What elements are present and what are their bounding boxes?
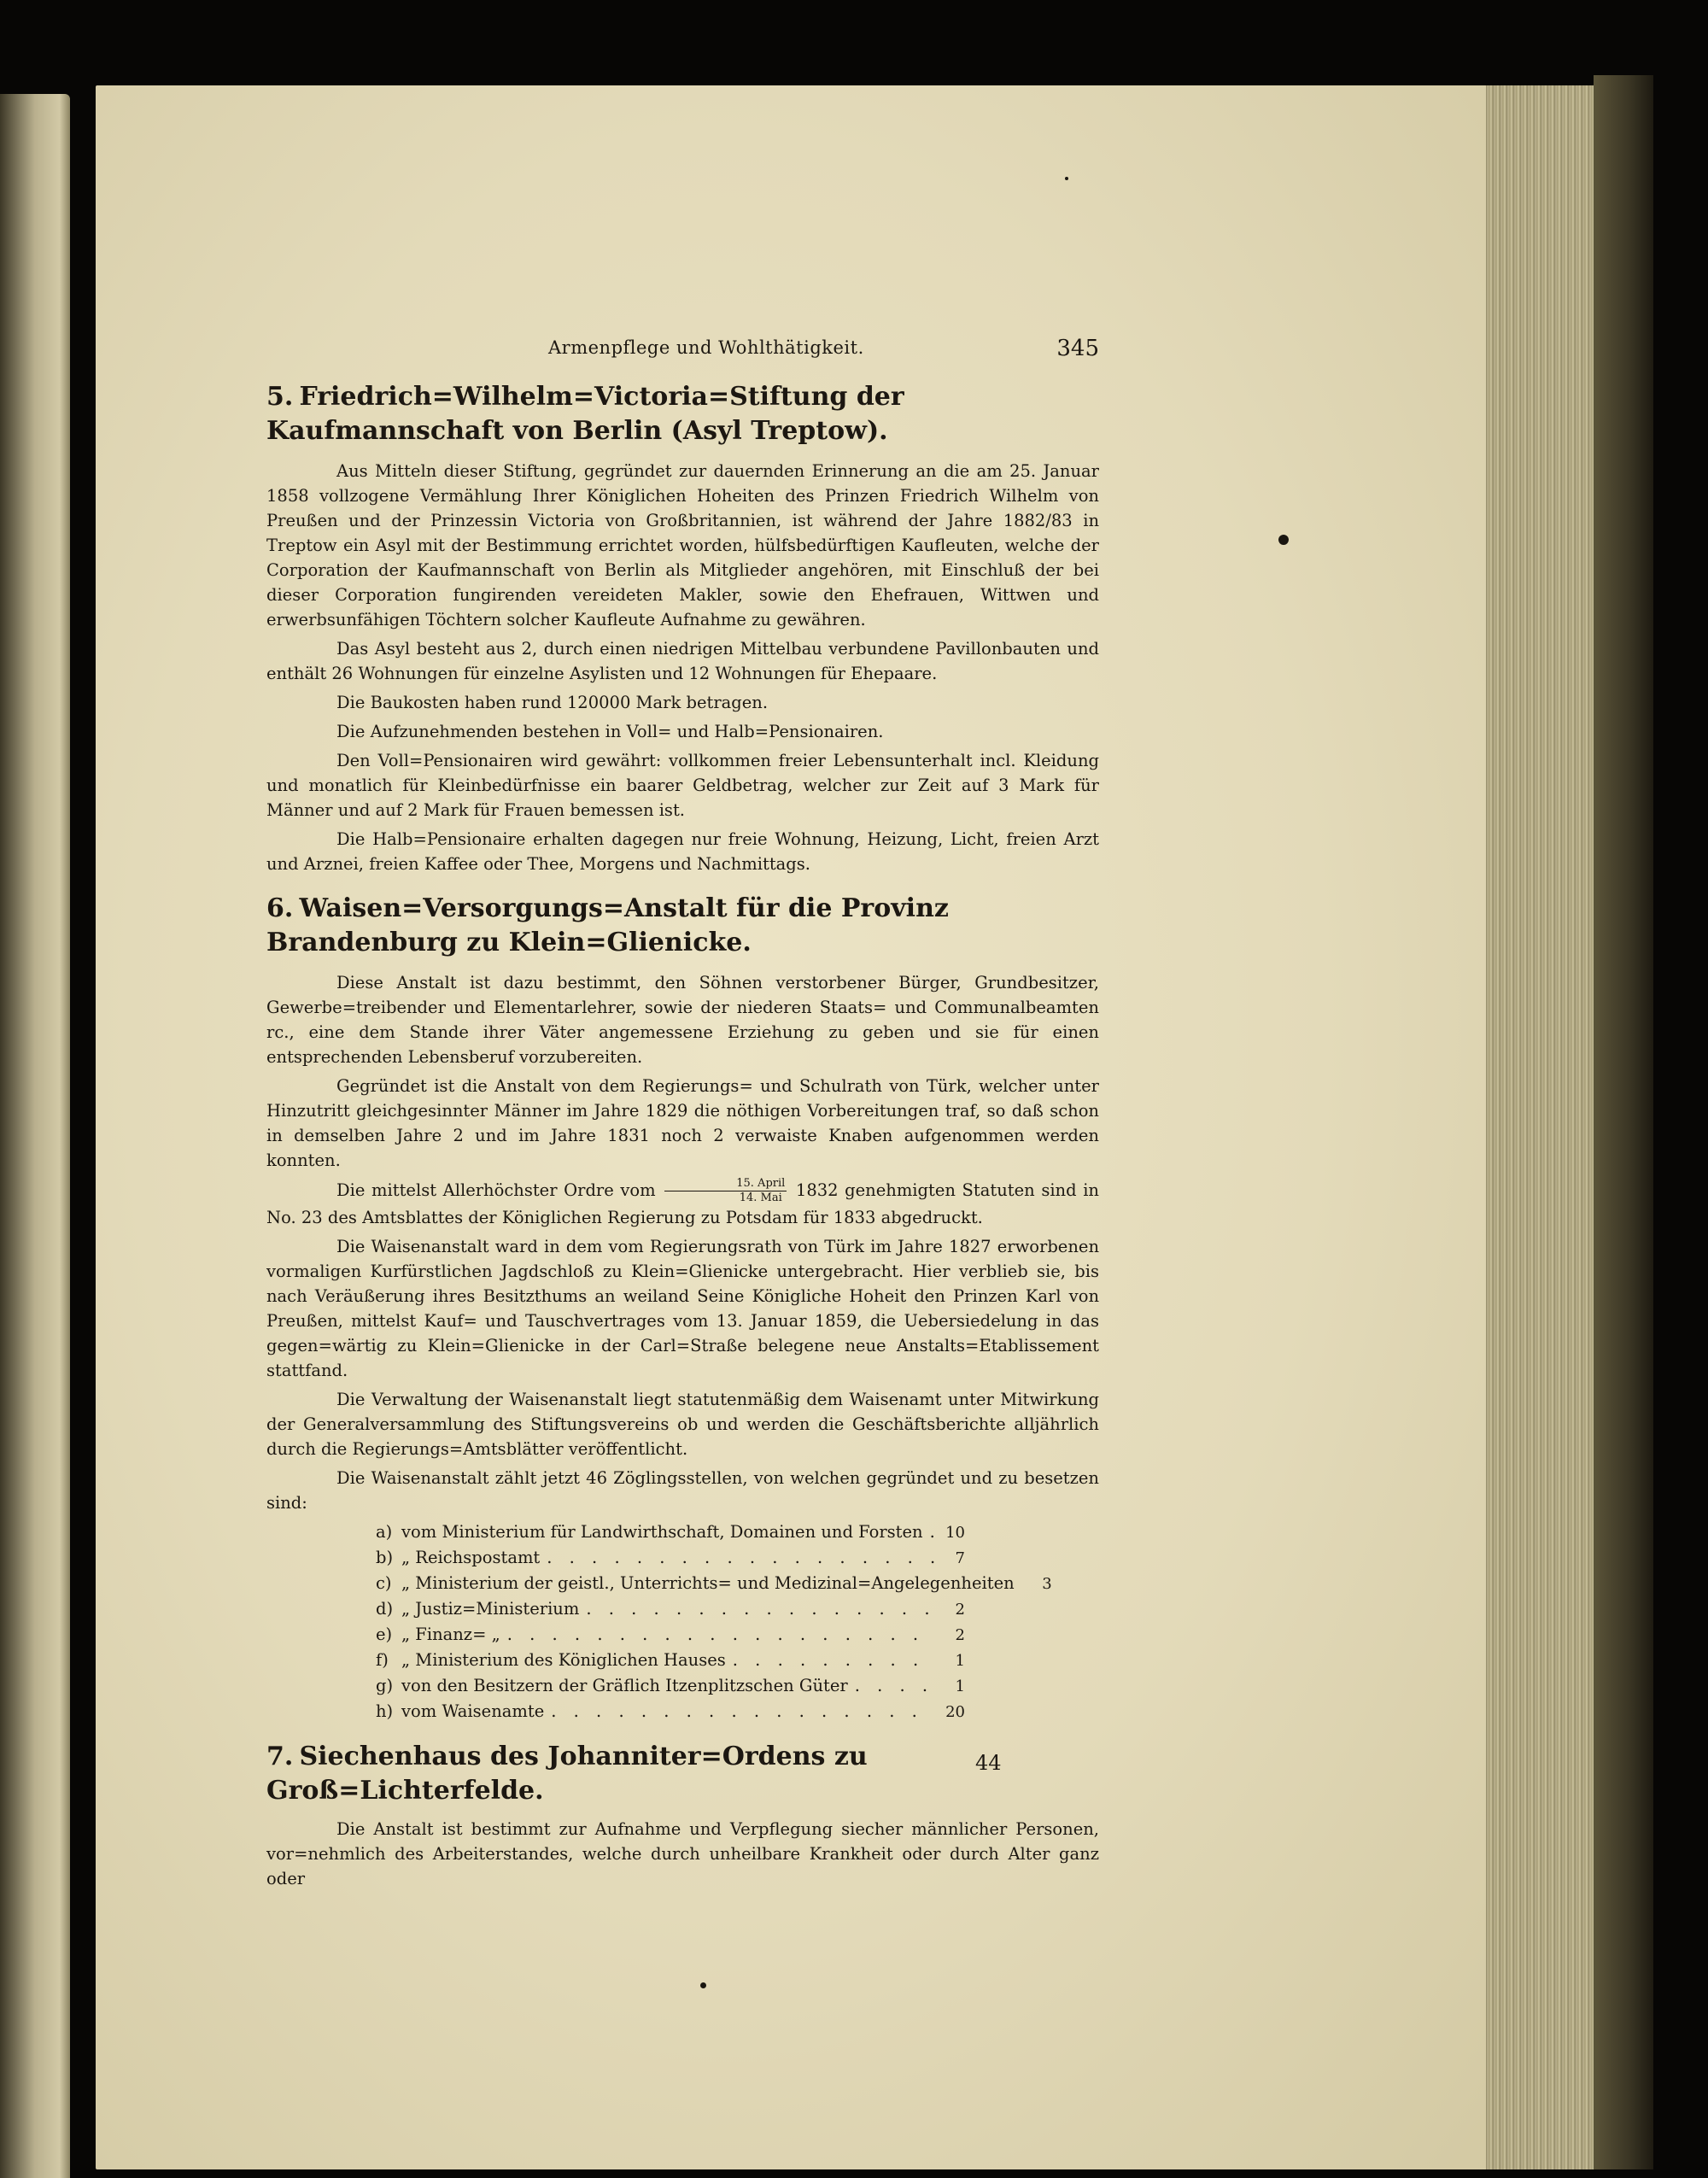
allocation-count: 2 xyxy=(955,1601,965,1619)
section-5-heading xyxy=(266,380,1099,448)
allocation-count: 1 xyxy=(955,1652,965,1670)
section-7-paragraph: Die Anstalt ist bestimmt zur Aufnahme und Verpflegung siecher männlicher Personen, vor=nehmlich des Arbeiterstandes, welche durch unheilbare Krankheit oder durch Alter ganz oder xyxy=(266,1819,1099,1888)
allocation-label: „ Reichspostamt xyxy=(401,1548,541,1567)
date-fraction xyxy=(664,1177,787,1205)
allocation-count: 10 xyxy=(945,1524,965,1542)
allocation-letter: a) xyxy=(376,1522,393,1542)
leader-dots xyxy=(547,1545,934,1570)
ink-speck xyxy=(1065,177,1068,180)
section-5-paragraph: Das Asyl besteht aus 2, durch einen niedrigen Mittelbau verbundene Pavillonbauten und enthält 26 Wohnungen für einzelne Asylisten und 12 Wohnungen für Ehepaare. xyxy=(266,639,1099,683)
fraction-numerator: 15. April xyxy=(664,1177,787,1191)
book-cover-edge xyxy=(1594,75,1653,2169)
page-block-edges xyxy=(1486,85,1597,2169)
allocation-row xyxy=(376,1571,1052,1596)
allocation-label: „ Justiz=Ministerium xyxy=(401,1599,580,1619)
allocation-label: von den Besitzern der Gräflich Itzenplitzschen Güter xyxy=(401,1676,848,1695)
section-5-paragraph: Aus Mitteln dieser Stiftung, gegründet zur dauernden Erinnerung an die am 25. Januar 1858 vollzogene Vermählung Ihrer Königlichen Hoheiten des Prinzen Friedrich Wilhelm von Preußen und der Prinzessin Victoria von Großbritannien, ist während der Jahre 1882/83 in Treptow ein Asyl mit der Bestimmung errichtet worden, hülfsbedürftigen Kaufleuten, welche der Corporation der Kaufmannschaft von Berlin als Mitglieder angehören, mit Einschluß der bei dieser Corporation fungirenden vereideten Makler, sowie den Ehefrauen, Wittwen und erwerbsunfähigen Töchtern solcher Kaufleute Aufnahme zu gewähren. xyxy=(266,461,1099,629)
allocation-row xyxy=(376,1545,965,1571)
section-6-title: Waisen=Versorgungs=Anstalt für die Provinz Brandenburg zu Klein=Glienicke. xyxy=(266,893,949,957)
facing-page-edge xyxy=(0,94,70,2178)
allocation-count: 1 xyxy=(955,1677,965,1695)
section-6-paragraph: Diese Anstalt ist dazu bestimmt, den Söhnen verstorbener Bürger, Grundbesitzer, Gewerbe=treibender und Elementarlehrer, sowie der niederen Staats= und Communalbeamten rc., eine dem Stande ihrer Väter angemessene Erziehung zu geben und sie für einen entsprechenden Lebensberuf vorzubereiten. xyxy=(266,973,1099,1067)
leader-dots xyxy=(733,1648,934,1672)
section-7-heading xyxy=(266,1740,1099,1808)
section-5-paragraph: Die Baukosten haben rund 120000 Mark betragen. xyxy=(336,693,769,712)
allocation-row xyxy=(376,1648,965,1673)
ink-speck xyxy=(700,1982,706,1988)
ink-speck xyxy=(1278,535,1289,545)
section-5-title: Friedrich=Wilhelm=Victoria=Stiftung der Kaufmannschaft von Berlin (Asyl Treptow). xyxy=(266,382,904,446)
section-7-number: 7. xyxy=(266,1742,294,1771)
allocation-row xyxy=(376,1596,965,1622)
allocation-letter: g) xyxy=(376,1676,394,1695)
leader-dots xyxy=(551,1699,934,1724)
section-5-number: 5. xyxy=(266,382,294,412)
printer-signature-mark: 44 xyxy=(975,1751,1002,1775)
allocation-row xyxy=(376,1622,965,1648)
section-6-number: 6. xyxy=(266,893,294,923)
allocation-letter: d) xyxy=(376,1599,394,1619)
allocation-list xyxy=(376,1519,1052,1724)
allocation-count: 2 xyxy=(955,1626,965,1644)
allocation-label: „ Ministerium des Königlichen Hauses xyxy=(401,1650,726,1670)
page-header xyxy=(266,329,1099,363)
section-6-paragraph: Die Waisenanstalt zählt jetzt 46 Zöglingsstellen, von welchen gegründet und zu besetzen sind: xyxy=(266,1468,1099,1513)
page-number: 345 xyxy=(1056,336,1099,361)
section-6-paragraph-statutes xyxy=(266,1177,1099,1230)
page-body xyxy=(266,380,1099,1895)
section-6-paragraph: Die Waisenanstalt ward in dem vom Regierungsrath von Türk im Jahre 1827 erworbenen vormaligen Kurfürstlichen Jagdschloß zu Klein=Glienicke untergebracht. Hier verblieb sie, bis nach Veräußerung ihres Besitzthums an weiland Seine Königliche Hoheit den Prinzen Karl von Preußen, mittelst Kauf= und Tauschvertrages vom 13. Januar 1859, die Uebersiedelung in das gegen=wärtig zu Klein=Glienicke in der Carl=Straße belegene neue Anstalts=Etablissement stattfand. xyxy=(266,1237,1099,1380)
allocation-count: 20 xyxy=(945,1703,965,1721)
leader-dots xyxy=(930,1519,934,1544)
section-5-paragraph: Den Voll=Pensionairen wird gewährt: vollkommen freier Lebensunterhalt incl. Kleidung und monatlich für Kleinbedürfnisse ein baarer Geldbetrag, welcher zur Zeit auf 3 Mark für Männer und auf 2 Mark für Frauen bemessen ist. xyxy=(266,751,1099,820)
allocation-label: „ Finanz= „ xyxy=(401,1625,500,1644)
running-head: Armenpflege und Wohlthätigkeit. xyxy=(548,337,864,358)
allocation-label: vom Ministerium für Landwirthschaft, Domainen und Forsten xyxy=(401,1522,923,1542)
leader-dots xyxy=(507,1622,934,1647)
section-6-heading xyxy=(266,892,1099,960)
section-7-title: Siechenhaus des Johanniter=Ordens zu Groß=Lichterfelde. xyxy=(266,1742,868,1806)
allocation-label: „ Ministerium der geistl., Unterrichts= und Medizinal=Angelegenheiten xyxy=(401,1573,1015,1593)
section-5-paragraph: Die Halb=Pensionaire erhalten dagegen nur freie Wohnung, Heizung, Licht, freien Arzt und Arznei, freien Kaffee oder Thee, Morgens und Nachmittags. xyxy=(266,829,1099,874)
leader-dots xyxy=(586,1596,934,1621)
allocation-row xyxy=(376,1519,965,1545)
fraction-denominator: 14. Mai xyxy=(739,1191,782,1204)
statutes-text-after: 1832 genehmigten Statuten sind in No. 23 des Amtsblattes der Königlichen Regierung zu Potsdam für 1833 abgedruckt. xyxy=(266,1180,1099,1227)
statutes-text-before: Die mittelst Allerhöchster Ordre vom xyxy=(336,1180,656,1200)
allocation-count: 7 xyxy=(955,1549,965,1567)
allocation-label: vom Waisenamte xyxy=(401,1701,545,1721)
allocation-row xyxy=(376,1699,965,1724)
section-6-paragraph: Die Verwaltung der Waisenanstalt liegt statutenmäßig dem Waisenamt unter Mitwirkung der Generalversammlung des Stiftungsvereins ob und werden die Geschäftsberichte alljährlich durch die Regierungs=Amtsblätter veröffentlicht. xyxy=(266,1390,1099,1459)
allocation-letter: h) xyxy=(376,1701,394,1721)
section-5-paragraph: Die Aufzunehmenden bestehen in Voll= und Halb=Pensionairen. xyxy=(336,722,884,741)
allocation-row xyxy=(376,1673,965,1699)
leader-dots xyxy=(855,1673,934,1698)
allocation-letter: f) xyxy=(376,1650,389,1670)
allocation-letter: e) xyxy=(376,1625,393,1644)
allocation-letter: c) xyxy=(376,1573,392,1593)
allocation-count: 3 xyxy=(1042,1575,1052,1593)
allocation-letter: b) xyxy=(376,1548,394,1567)
section-6-paragraph: Gegründet ist die Anstalt von dem Regierungs= und Schulrath von Türk, welcher unter Hinzutritt gleichgesinnter Männer im Jahre 1829 die nöthigen Vorbereitungen traf, so daß schon in demselben Jahre 2 und im Jahre 1831 noch 2 verwaiste Knaben aufgenommen werden konnten. xyxy=(266,1076,1099,1170)
